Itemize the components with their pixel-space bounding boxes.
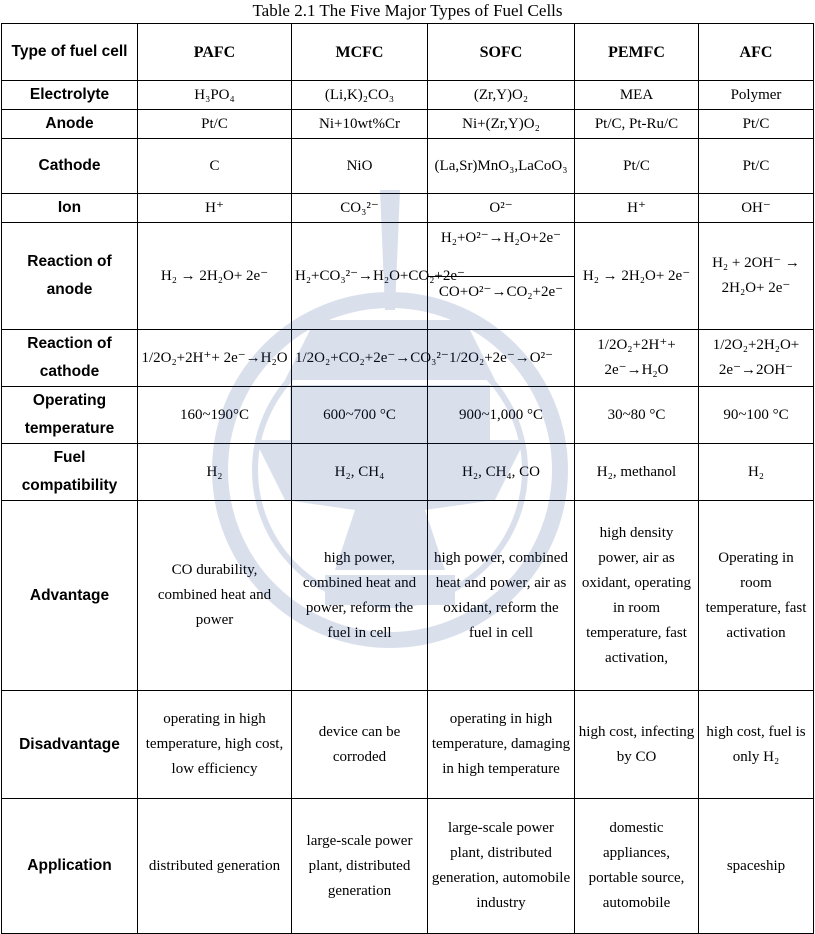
table-cell-split (428, 223, 575, 330)
table-cell: Pt/C (575, 139, 699, 194)
header-sofc: SOFC (428, 24, 575, 81)
table-cell: Ni+10wt%Cr (292, 110, 428, 139)
table-cell: H₂+CO₃²⁻→H₂O+CO₂+2e⁻ (292, 223, 428, 330)
sofc-anode-reaction-2: CO+O²⁻→CO₂+2e⁻ (428, 276, 574, 330)
table-row (2, 691, 814, 799)
table-cell: Pt/C (699, 110, 814, 139)
table-row (2, 387, 814, 444)
table-row (2, 501, 814, 691)
table-cell: high density power, air as oxidant, operating in room temperature, fast activation, (575, 501, 699, 691)
table-cell: Pt/C (138, 110, 292, 139)
table-cell: H₂ (699, 444, 814, 501)
table-cell: large-scale power plant, distributed generation (292, 799, 428, 934)
table-cell: large-scale power plant, distributed generation, automobile industry (428, 799, 575, 934)
row-header-fuel: Fuel compatibility (2, 444, 138, 501)
table-row (2, 799, 814, 934)
table-cell: Ni+(Zr,Y)O₂ (428, 110, 575, 139)
table-cell: MEA (575, 81, 699, 110)
table-cell: high cost, infecting by CO (575, 691, 699, 799)
table-cell: spaceship (699, 799, 814, 934)
corner-header-cell: Type of fuel cell (2, 24, 138, 81)
table-cell: 1/2O₂+2H⁺+ 2e⁻→H₂O (138, 330, 292, 387)
table-cell: (Zr,Y)O₂ (428, 81, 575, 110)
table-cell: Operating in room temperature, fast activation (699, 501, 814, 691)
table-cell: H₂ → 2H₂O+ 2e⁻ (575, 223, 699, 330)
table-cell: H⁺ (575, 194, 699, 223)
table-cell: operating in high temperature, high cost, low efficiency (138, 691, 292, 799)
table-cell: operating in high temperature, damaging in high temperature (428, 691, 575, 799)
table-cell: H₂ (138, 444, 292, 501)
table-cell: 160~190°C (138, 387, 292, 444)
table-cell: 30~80 °C (575, 387, 699, 444)
row-header-electrolyte: Electrolyte (2, 81, 138, 110)
table-cell: H₂, methanol (575, 444, 699, 501)
table-cell: 1/2O₂+2e⁻→O²⁻ (428, 330, 575, 387)
header-pemfc: PEMFC (575, 24, 699, 81)
table-row (2, 139, 814, 194)
table-cell: H₃PO₄ (138, 81, 292, 110)
table-cell: NiO (292, 139, 428, 194)
table-cell: 900~1,000 °C (428, 387, 575, 444)
header-afc: AFC (699, 24, 814, 81)
table-cell: high power, combined heat and power, air as oxidant, reform the fuel in cell (428, 501, 575, 691)
header-row (2, 24, 814, 81)
table-cell: 90~100 °C (699, 387, 814, 444)
row-header-ion: Ion (2, 194, 138, 223)
table-cell: H⁺ (138, 194, 292, 223)
table-cell: 600~700 °C (292, 387, 428, 444)
table-cell: domestic appliances, portable source, automobile (575, 799, 699, 934)
header-mcfc: MCFC (292, 24, 428, 81)
table-row (2, 223, 814, 330)
fuel-cell-table (1, 23, 814, 934)
table-cell: 1/2O₂+2H₂O+ 2e⁻→2OH⁻ (699, 330, 814, 387)
table-cell: Polymer (699, 81, 814, 110)
table-cell: (Li,K)₂CO₃ (292, 81, 428, 110)
table-cell: H₂, CH₄, CO (428, 444, 575, 501)
row-header-disadvantage: Disadvantage (2, 691, 138, 799)
row-header-anode: Anode (2, 110, 138, 139)
table-row (2, 110, 814, 139)
table-cell: Pt/C, Pt-Ru/C (575, 110, 699, 139)
table-cell: H₂ → 2H₂O+ 2e⁻ (138, 223, 292, 330)
table-cell: distributed generation (138, 799, 292, 934)
table-row (2, 330, 814, 387)
table-cell: CO₃²⁻ (292, 194, 428, 223)
table-cell: H₂, CH₄ (292, 444, 428, 501)
table-cell: high power, combined heat and power, reform the fuel in cell (292, 501, 428, 691)
table-cell: Pt/C (699, 139, 814, 194)
table-cell: 1/2O₂+CO₂+2e⁻→CO₃²⁻ (292, 330, 428, 387)
row-header-advantage: Advantage (2, 501, 138, 691)
row-header-reaction-anode: Reaction of anode (2, 223, 138, 330)
table-cell: C (138, 139, 292, 194)
table-cell: 1/2O₂+2H⁺+ 2e⁻→H₂O (575, 330, 699, 387)
row-header-application: Application (2, 799, 138, 934)
table-cell: device can be corroded (292, 691, 428, 799)
table-cell: OH⁻ (699, 194, 814, 223)
row-header-reaction-cathode: Reaction of cathode (2, 330, 138, 387)
row-header-temperature: Operating temperature (2, 387, 138, 444)
sofc-anode-reaction-1: H₂+O²⁻→H₂O+2e⁻ (440, 229, 562, 246)
row-header-cathode: Cathode (2, 139, 138, 194)
table-cell: O²⁻ (428, 194, 575, 223)
table-cell: (La,Sr)MnO₃,LaCoO₃ (428, 139, 575, 194)
table-row (2, 194, 814, 223)
table-caption: Table 2.1 The Five Major Types of Fuel Cells (252, 1, 563, 20)
table-cell: high cost, fuel is only H₂ (699, 691, 814, 799)
table-cell: H₂ + 2OH⁻ → 2H₂O+ 2e⁻ (699, 223, 814, 330)
table-cell: CO durability, combined heat and power (138, 501, 292, 691)
header-pafc: PAFC (138, 24, 292, 81)
table-row (2, 444, 814, 501)
table-row (2, 81, 814, 110)
